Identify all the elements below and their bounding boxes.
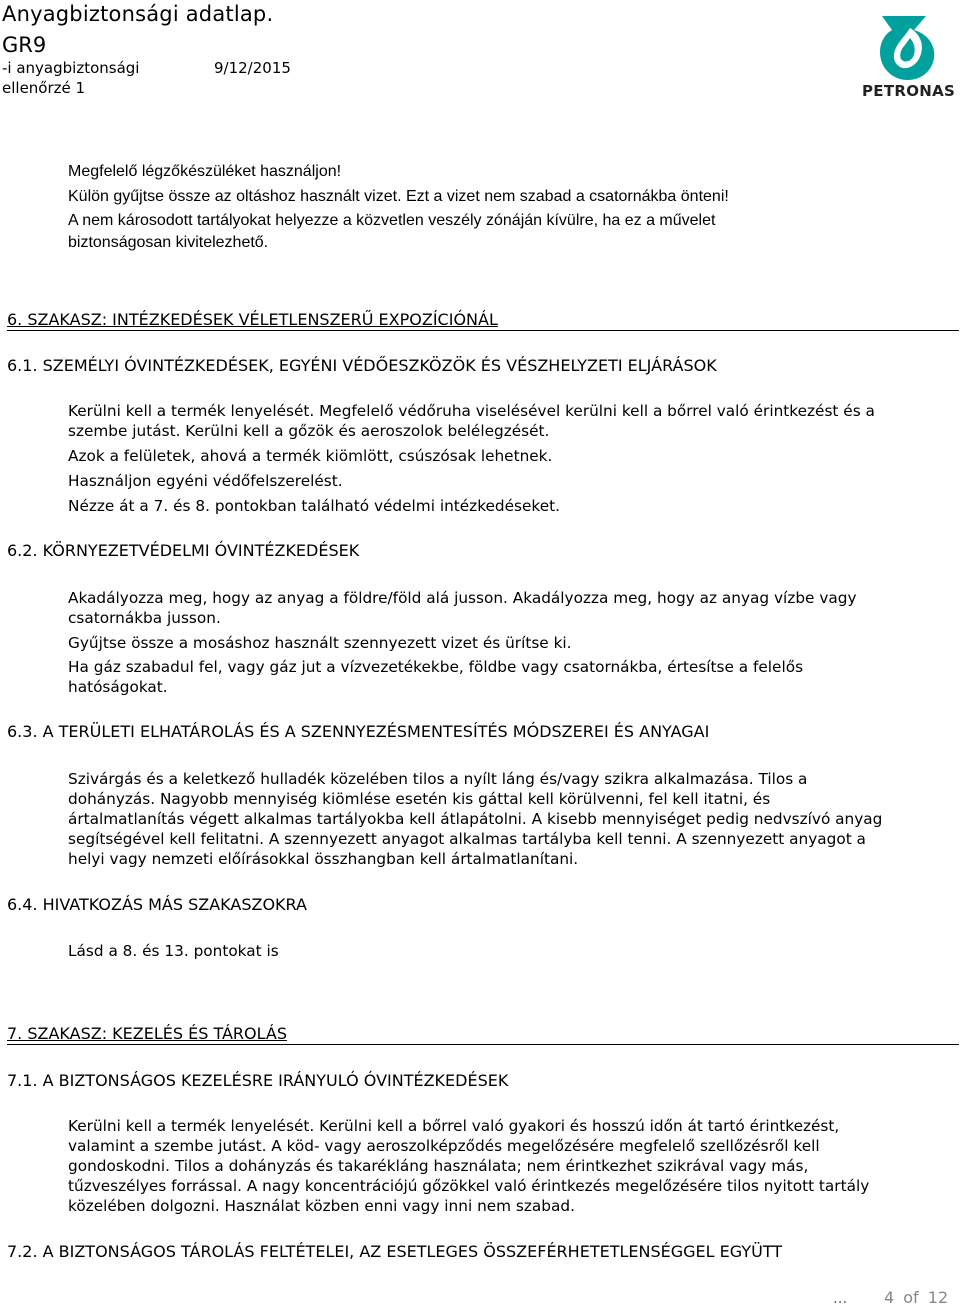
paragraph-line: Akadályozza meg, hogy az anyag a földre/föld alá jusson. Akadályozza meg, hogy az anyag vízbe vagy xyxy=(68,589,857,607)
intro-line: Külön gyűjtse össze az oltáshoz használt vizet. Ezt a vizet nem szabad a csatornákba önteni! xyxy=(68,188,729,205)
paragraph-line: Ha gáz szabadul fel, vagy gáz jut a vízvezetékekbe, földbe vagy csatornákba, értesítse a felelős xyxy=(68,658,804,676)
subsection-6-3-heading: 6.3. A TERÜLETI ELHATÁROLÁS ÉS A SZENNYEZÉSMENTESÍTÉS MÓDSZEREI ÉS ANYAGAI xyxy=(7,722,710,741)
paragraph-line: segítségével kell felitatni. A szennyezett anyagot alkalmas tartályba kell tenni. A szennyezett anyagot a xyxy=(68,830,866,848)
paragraph-line: szembe jutást. Kerülni kell a gőzök és aeroszolok belélegzését. xyxy=(68,422,550,440)
document-title: Anyagbiztonsági adatlap. xyxy=(2,2,274,26)
paragraph-line: Nézze át a 7. és 8. pontokban található védelmi intézkedéseket. xyxy=(68,497,561,515)
intro-line: A nem károsodott tartályokat helyezze a közvetlen veszély zónáján kívülre, ha ez a művelet xyxy=(68,212,716,229)
intro-line: Megfelelő légzőkészüléket használjon! xyxy=(68,163,342,180)
paragraph-line: Kerülni kell a termék lenyelését. Megfelelő védőruha viselésével kerülni kell a bőrrel való érintkezést és a xyxy=(68,402,875,420)
page-number: 4 of 12 xyxy=(884,1288,949,1307)
paragraph-line: Szivárgás és a keletkező hulladék közelében tilos a nyílt láng és/vagy szikra alkalmazása. Tilos a xyxy=(68,770,808,788)
paragraph-line: Kerülni kell a termék lenyelését. Kerülni kell a bőrrel való gyakori és hosszú időn át tartó érintkezést, xyxy=(68,1117,840,1135)
intro-line: biztonságosan kivitelezhető. xyxy=(68,234,269,251)
paragraph-line: Gyűjtse össze a mosáshoz használt szennyezett vizet és ürítse ki. xyxy=(68,634,572,652)
paragraph-line: tűzveszélyes forrással. A nagy koncentrációjú gőzökkel való érintkezés megelőzésére tilos nyitott tartály xyxy=(68,1177,870,1195)
section-7-title: 7. SZAKASZ: KEZELÉS ÉS TÁROLÁS xyxy=(7,1024,959,1045)
product-code: GR9 xyxy=(2,33,47,57)
paragraph-line: valamint a szembe jutást. A köd- vagy aeroszolképződés megelőzésére megfelelő szellőzésről kell xyxy=(68,1137,820,1155)
subsection-7-2-heading: 7.2. A BIZTONSÁGOS TÁROLÁS FELTÉTELEI, AZ ESETLEGES ÖSSZEFÉRHETETLENSÉGGEL EGYÜTT xyxy=(7,1242,783,1261)
subsection-7-1-heading: 7.1. A BIZTONSÁGOS KEZELÉSRE IRÁNYULÓ ÓVINTÉZKEDÉSEK xyxy=(7,1071,509,1090)
revision-date: 9/12/2015 xyxy=(214,59,291,77)
revision-label: -i anyagbiztonsági xyxy=(2,59,140,77)
section-6-title: 6. SZAKASZ: INTÉZKEDÉSEK VÉLETLENSZERŰ EXPOZÍCIÓNÁL xyxy=(7,310,959,331)
paragraph-line: helyi vagy nemzeti előírásokkal összhangban kell ártalmatlanítani. xyxy=(68,850,579,868)
paragraph-line: hatóságokat. xyxy=(68,678,168,696)
paragraph-line: ártalmatlanítás végett alkalmas tartályokba kell átlapátolni. A kisebb mennyiséget pedig nedvszívó anyag xyxy=(68,810,883,828)
revision-number: ellenőrzé 1 xyxy=(2,79,86,97)
logo-wordmark: PETRONAS xyxy=(862,82,956,100)
paragraph-line: csatornákba jusson. xyxy=(68,609,221,627)
paragraph-line: Azok a felületek, ahová a termék kiömlött, csúszósak lehetnek. xyxy=(68,447,553,465)
paragraph-line: gondoskodni. Tilos a dohányzás és takarékláng használata; nem érintkezhet szikrával vagy más, xyxy=(68,1157,809,1175)
paragraph-line: dohányzás. Nagyobb mennyiség kiömlése esetén kis gáttal kell körülvenni, fel kell itatni, és xyxy=(68,790,771,808)
subsection-6-2-heading: 6.2. KÖRNYEZETVÉDELMI ÓVINTÉZKEDÉSEK xyxy=(7,541,360,560)
subsection-6-4-heading: 6.4. HIVATKOZÁS MÁS SZAKASZOKRA xyxy=(7,895,307,914)
paragraph-line: közelében dolgozni. Használat közben enni vagy inni nem szabad. xyxy=(68,1197,575,1215)
subsection-6-1-heading: 6.1. SZEMÉLYI ÓVINTÉZKEDÉSEK, EGYÉNI VÉDŐESZKÖZÖK ÉS VÉSZHELYZETI ELJÁRÁSOK xyxy=(7,356,717,375)
paragraph-line: Lásd a 8. és 13. pontokat is xyxy=(68,942,279,960)
paragraph-line: Használjon egyéni védőfelszerelést. xyxy=(68,472,343,490)
continuation-ellipsis: ... xyxy=(833,1289,848,1307)
